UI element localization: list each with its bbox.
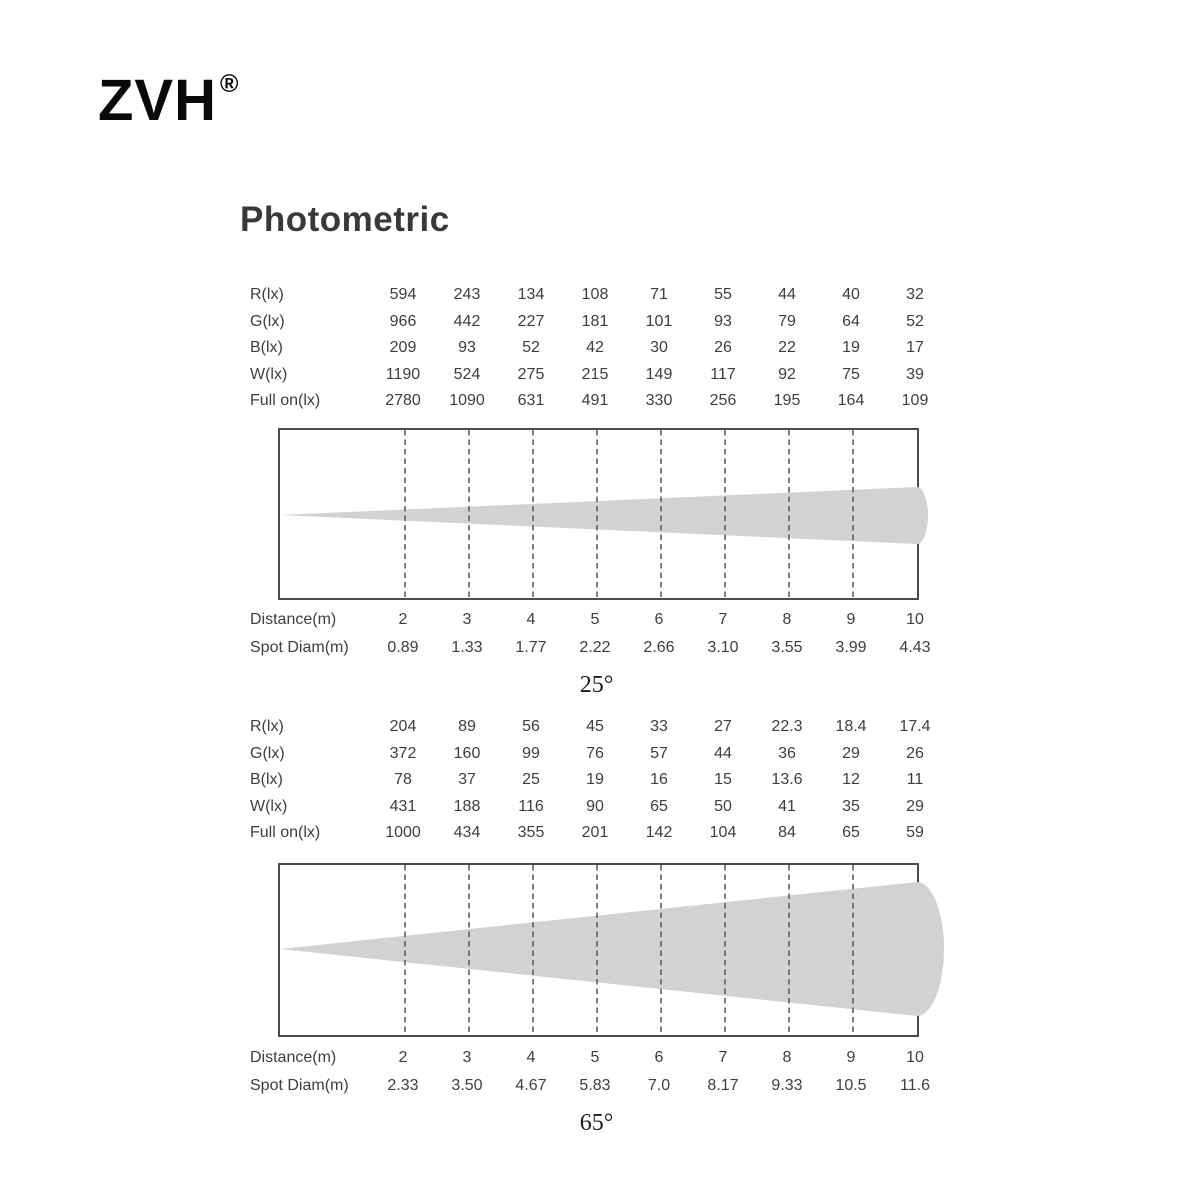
value-cell: 17 [906, 339, 924, 356]
value-cell: 2.22 [579, 639, 611, 656]
value-cell: 330 [645, 392, 673, 409]
table-row [246, 309, 947, 336]
beam-diagram-65deg [278, 863, 919, 1037]
row-label: Full on(lx) [250, 824, 321, 841]
value-cell: 76 [586, 744, 604, 762]
value-cell: 142 [645, 824, 673, 841]
beam-diagram-25deg [278, 428, 919, 600]
value-cell: 227 [517, 312, 545, 330]
value-cell: 104 [709, 824, 737, 841]
value-cell: 10 [906, 611, 924, 628]
value-cell: 10 [906, 1049, 924, 1066]
value-cell: 59 [906, 824, 924, 841]
value-cell: 99 [522, 744, 540, 762]
value-cell: 56 [522, 718, 540, 735]
value-cell: 57 [650, 744, 668, 762]
table-row [246, 335, 947, 362]
value-cell: 243 [453, 286, 481, 303]
row-label: B(lx) [250, 339, 283, 356]
value-cell: 55 [714, 286, 732, 303]
value-cell: 491 [581, 392, 609, 409]
value-cell: 92 [778, 365, 796, 383]
value-cell: 30 [650, 339, 668, 356]
value-cell: 50 [714, 797, 732, 815]
value-cell: 442 [453, 312, 481, 330]
value-cell: 13.6 [771, 771, 803, 788]
value-cell: 149 [645, 365, 673, 383]
value-cell: 15 [714, 771, 732, 788]
value-cell: 41 [778, 797, 796, 815]
value-cell: 1.33 [451, 639, 483, 656]
value-cell: 27 [714, 718, 732, 735]
table-row [246, 1072, 947, 1100]
registered-trademark-icon: ® [220, 69, 239, 98]
value-cell: 9 [846, 1049, 856, 1066]
value-cell: 8.17 [707, 1077, 739, 1094]
value-cell: 71 [650, 286, 668, 303]
table-row [246, 362, 947, 389]
value-cell: 22.3 [771, 718, 803, 735]
value-cell: 16 [650, 771, 668, 788]
value-cell: 19 [586, 771, 604, 788]
row-label: Distance(m) [250, 611, 337, 628]
table-row [246, 741, 947, 768]
value-cell: 3.55 [771, 639, 803, 656]
value-cell: 1090 [449, 392, 485, 409]
value-cell: 256 [709, 392, 737, 409]
value-cell: 37 [458, 771, 476, 788]
value-cell: 215 [581, 365, 609, 383]
row-label: G(lx) [250, 744, 285, 762]
beam-cone-shape [280, 487, 928, 544]
value-cell: 9 [846, 611, 856, 628]
value-cell: 3 [462, 611, 472, 628]
value-cell: 4.43 [899, 639, 931, 656]
value-cell: 22 [778, 339, 796, 356]
value-cell: 6 [654, 1049, 664, 1066]
value-cell: 2 [398, 611, 408, 628]
value-cell: 35 [842, 797, 860, 815]
value-cell: 32 [906, 286, 924, 303]
row-label: W(lx) [250, 797, 288, 815]
lux-table-65deg [246, 714, 947, 847]
value-cell: 12 [842, 771, 860, 788]
row-label: Spot Diam(m) [250, 639, 349, 656]
value-cell: 209 [389, 339, 417, 356]
lux-table-25deg [246, 282, 947, 415]
value-cell: 2.33 [387, 1077, 419, 1094]
value-cell: 275 [517, 365, 545, 383]
value-cell: 3.50 [451, 1077, 483, 1094]
value-cell: 1000 [385, 824, 421, 841]
beam-diagram-svg [280, 865, 917, 1035]
distance-table-25deg [246, 606, 947, 662]
value-cell: 11.6 [900, 1077, 930, 1094]
value-cell: 36 [778, 744, 796, 762]
value-cell: 181 [581, 312, 609, 330]
value-cell: 17.4 [899, 718, 931, 735]
value-cell: 33 [650, 718, 668, 735]
value-cell: 52 [522, 339, 540, 356]
table-row [246, 282, 947, 309]
value-cell: 434 [453, 824, 481, 841]
value-cell: 594 [389, 286, 417, 303]
value-cell: 2780 [385, 392, 421, 409]
row-label: Distance(m) [250, 1049, 337, 1066]
row-label: R(lx) [250, 718, 284, 735]
value-cell: 5 [590, 611, 600, 628]
value-cell: 79 [778, 312, 796, 330]
value-cell: 2 [398, 1049, 408, 1066]
value-cell: 26 [906, 744, 924, 762]
value-cell: 201 [581, 824, 609, 841]
value-cell: 7 [718, 1049, 728, 1066]
value-cell: 5.83 [579, 1077, 611, 1094]
row-label: R(lx) [250, 286, 284, 303]
value-cell: 108 [581, 286, 609, 303]
value-cell: 64 [842, 312, 860, 330]
value-cell: 431 [389, 797, 417, 815]
value-cell: 19 [842, 339, 860, 356]
table-row [246, 606, 947, 634]
value-cell: 39 [906, 365, 924, 383]
beam-angle-label-25: 25° [579, 672, 614, 698]
value-cell: 40 [842, 286, 860, 303]
beam-diagram-svg [280, 430, 917, 598]
value-cell: 75 [842, 365, 860, 383]
value-cell: 3.99 [835, 639, 867, 656]
table-row [246, 1044, 947, 1072]
row-label: W(lx) [250, 365, 288, 383]
value-cell: 18.4 [835, 718, 867, 735]
brand-logo [98, 68, 239, 133]
distance-table-65deg [246, 1044, 947, 1100]
value-cell: 93 [714, 312, 732, 330]
value-cell: 44 [714, 744, 732, 762]
brand-name: ZVH [98, 68, 217, 133]
row-label: B(lx) [250, 771, 283, 788]
row-label: G(lx) [250, 312, 285, 330]
value-cell: 524 [453, 365, 481, 383]
value-cell: 1190 [385, 365, 421, 383]
value-cell: 42 [586, 339, 604, 356]
value-cell: 84 [778, 824, 796, 841]
value-cell: 4.67 [515, 1077, 547, 1094]
value-cell: 25 [522, 771, 540, 788]
value-cell: 8 [782, 611, 792, 628]
table-row [246, 634, 947, 662]
value-cell: 26 [714, 339, 732, 356]
value-cell: 9.33 [771, 1077, 803, 1094]
value-cell: 2.66 [643, 639, 675, 656]
value-cell: 3 [462, 1049, 472, 1066]
table-row [246, 714, 947, 741]
value-cell: 101 [645, 312, 673, 330]
value-cell: 1.77 [515, 639, 547, 656]
value-cell: 7 [718, 611, 728, 628]
value-cell: 44 [778, 286, 796, 303]
table-row [246, 388, 947, 415]
value-cell: 109 [901, 392, 929, 409]
value-cell: 966 [389, 312, 417, 330]
value-cell: 631 [517, 392, 545, 409]
value-cell: 4 [526, 1049, 536, 1066]
beam-cone-shape [280, 882, 944, 1016]
table-row [246, 820, 947, 847]
value-cell: 89 [458, 718, 476, 735]
value-cell: 6 [654, 611, 664, 628]
value-cell: 93 [458, 339, 476, 356]
value-cell: 117 [710, 365, 736, 383]
value-cell: 5 [590, 1049, 600, 1066]
value-cell: 372 [389, 744, 417, 762]
value-cell: 355 [517, 824, 545, 841]
value-cell: 195 [773, 392, 801, 409]
page-title: Photometric [240, 200, 450, 239]
value-cell: 204 [389, 718, 417, 735]
value-cell: 134 [517, 286, 545, 303]
value-cell: 10.5 [835, 1077, 867, 1094]
beam-angle-label-65: 65° [579, 1110, 614, 1136]
table-row [246, 767, 947, 794]
value-cell: 160 [453, 744, 481, 762]
value-cell: 116 [518, 797, 544, 815]
value-cell: 11 [906, 771, 924, 788]
value-cell: 78 [394, 771, 412, 788]
value-cell: 65 [842, 824, 860, 841]
value-cell: 8 [782, 1049, 792, 1066]
value-cell: 52 [906, 312, 924, 330]
row-label: Spot Diam(m) [250, 1077, 349, 1094]
value-cell: 45 [586, 718, 604, 735]
value-cell: 164 [837, 392, 865, 409]
value-cell: 4 [526, 611, 536, 628]
value-cell: 29 [842, 744, 860, 762]
value-cell: 90 [586, 797, 604, 815]
value-cell: 7.0 [647, 1077, 671, 1094]
table-row [246, 794, 947, 821]
row-label: Full on(lx) [250, 392, 321, 409]
value-cell: 0.89 [387, 639, 419, 656]
value-cell: 3.10 [707, 639, 739, 656]
value-cell: 29 [906, 797, 924, 815]
value-cell: 188 [453, 797, 481, 815]
value-cell: 65 [650, 797, 668, 815]
